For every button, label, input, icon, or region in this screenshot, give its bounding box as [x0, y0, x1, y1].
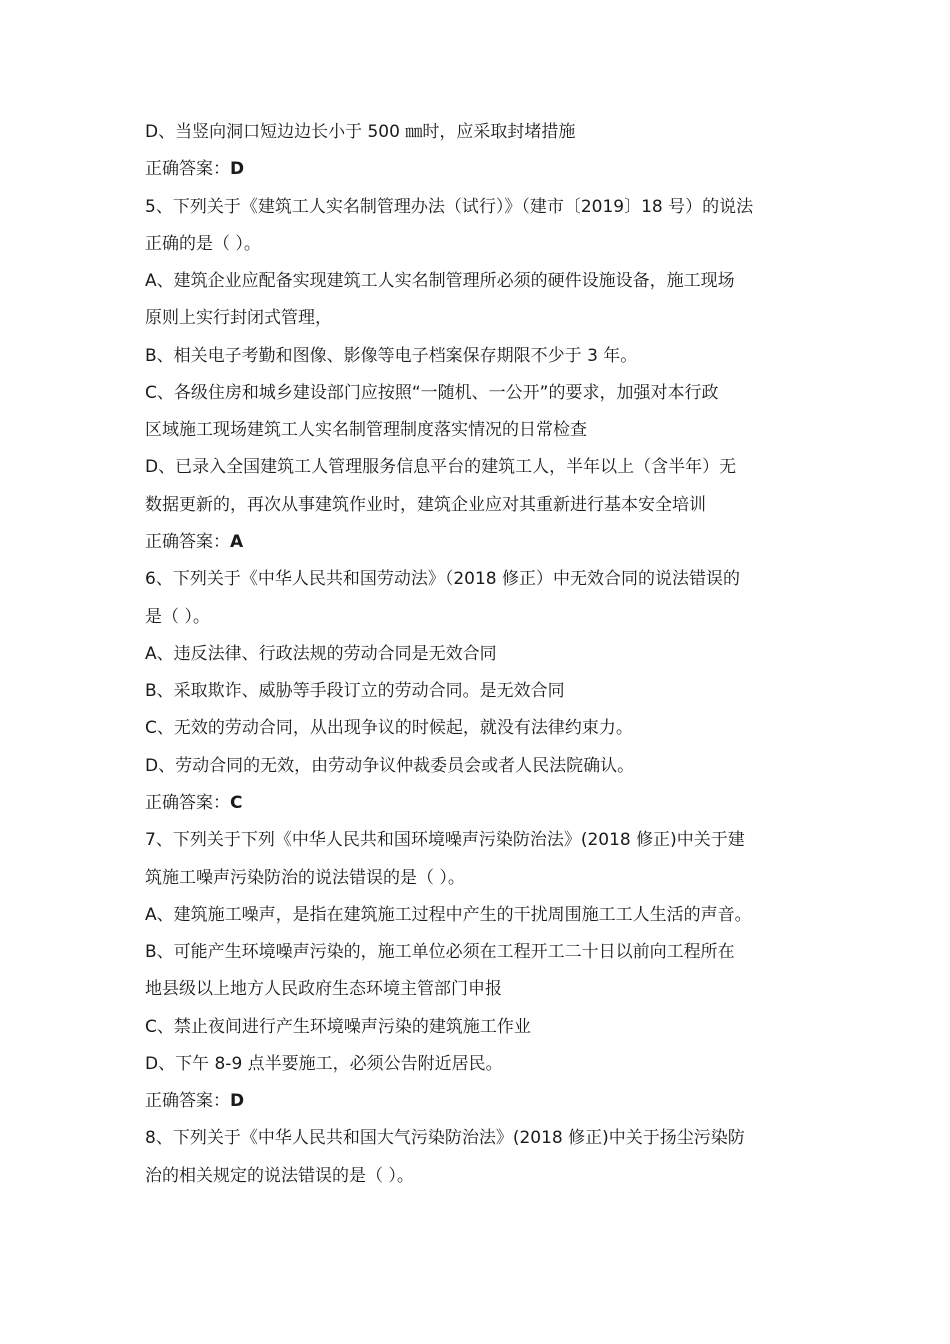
question-6-line-1: 6、下列关于《中华人民共和国劳动法》（2018 修正）中无效合同的说法错误的 [145, 569, 740, 589]
option-a-line: A、建筑施工噪声，是指在建筑施工过程中产生的干扰周围施工工人生活的声音。 [145, 905, 752, 925]
option-c-line: C、禁止夜间进行产生环境噪声污染的建筑施工作业 [145, 1017, 531, 1037]
answer-value: A [230, 532, 244, 552]
question-5-line-2: 正确的是（ ）。 [145, 234, 261, 254]
option-d-line: D、下午 8-9 点半要施工，必须公告附近居民。 [145, 1054, 503, 1074]
option-b-line: B、采取欺诈、威胁等手段订立的劳动合同。是无效合同 [145, 681, 565, 701]
answer-value: D [230, 159, 245, 179]
option-a-line-2: 原则上实行封闭式管理， [145, 308, 332, 328]
answer-line [145, 792, 815, 814]
answer-label: 正确答案： [145, 1091, 230, 1111]
question-7-line-1: 7、下列关于下列《中华人民共和国环境噪声污染防治法》(2018 修正)中关于建 [145, 830, 745, 850]
answer-value: C [230, 793, 243, 813]
answer-value: D [230, 1091, 245, 1111]
option-c-line: C、无效的劳动合同，从出现争议的时候起，就没有法律约束力。 [145, 718, 633, 738]
option-c-line-2: 区域施工现场建筑工人实名制管理制度落实情况的日常检查 [145, 420, 587, 440]
answer-line [145, 1090, 815, 1112]
option-d-line: D、当竖向洞口短边边长小于 500 ㎜时，应采取封堵措施 [145, 122, 576, 142]
question-8-line-1: 8、下列关于《中华人民共和国大气污染防治法》(2018 修正)中关于扬尘污染防 [145, 1128, 745, 1148]
answer-line [145, 158, 815, 180]
answer-label: 正确答案： [145, 532, 230, 552]
answer-label: 正确答案： [145, 793, 230, 813]
question-6-line-2: 是（ ）。 [145, 607, 210, 627]
option-b-line-2: 地县级以上地方人民政府生态环境主管部门申报 [145, 979, 502, 999]
option-d-line: D、劳动合同的无效，由劳动争议仲裁委员会或者人民法院确认。 [145, 756, 635, 776]
option-a-line: A、违反法律、行政法规的劳动合同是无效合同 [145, 644, 497, 664]
answer-line [145, 531, 815, 553]
question-8-line-2: 治的相关规定的说法错误的是（ ）。 [145, 1166, 414, 1186]
option-b-line: B、相关电子考勤和图像、影像等电子档案保存期限不少于 3 年。 [145, 346, 638, 366]
option-a-line-1: A、建筑企业应配备实现建筑工人实名制管理所必须的硬件设施设备，施工现场 [145, 271, 735, 291]
option-b-line-1: B、可能产生环境噪声污染的，施工单位必须在工程开工二十日以前向工程所在 [145, 942, 735, 962]
answer-label: 正确答案： [145, 159, 230, 179]
option-d-line-1: D、已录入全国建筑工人管理服务信息平台的建筑工人，半年以上（含半年）无 [145, 457, 737, 477]
option-c-line-1: C、各级住房和城乡建设部门应按照“一随机、一公开”的要求，加强对本行政 [145, 383, 719, 403]
question-5-line-1: 5、下列关于《建筑工人实名制管理办法（试行）》（建市〔2019〕18 号）的说法 [145, 197, 754, 217]
question-7-line-2: 筑施工噪声污染防治的说法错误的是（ ）。 [145, 868, 465, 888]
option-d-line-2: 数据更新的，再次从事建筑作业时，建筑企业应对其重新进行基本安全培训 [145, 495, 706, 515]
